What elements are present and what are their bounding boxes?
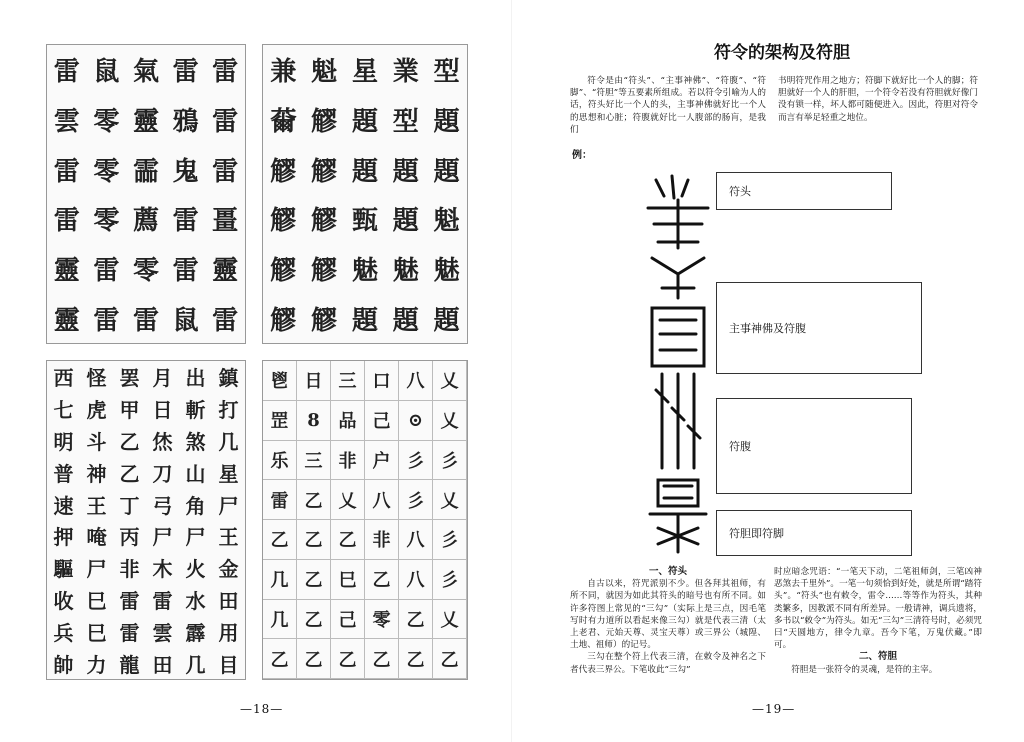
glyph: 巳	[331, 560, 365, 600]
glyph: 鼠	[93, 57, 120, 88]
glyph: 虎	[86, 398, 107, 423]
glyph: 乂	[433, 480, 467, 520]
glyph: 雷	[263, 480, 297, 520]
glyph: 罡	[263, 401, 297, 441]
glyph-plate-top-right	[262, 44, 468, 344]
glyph: 薦	[132, 206, 159, 237]
glyph: 乙	[297, 639, 331, 679]
glyph: 型	[433, 57, 460, 88]
glyph-grid	[47, 361, 245, 679]
paragraph: 三勾在整个符上代表三清，在敕令及神名之下者代表三界公。下笔收此“三勾”	[570, 652, 766, 675]
glyph: 斬	[185, 398, 206, 423]
paragraph: 自古以来，符咒派别不少。但各拜其祖师，有所不同，就因为如此其符头的暗号也有所不同。如许多符图上常见的“三勾”（实际上是三点，因毛笔写时有力道所以看起来像三勾）就是代表三清（太上老君、元始天尊、灵宝天尊）或三界公（城隍、土地、祖师）的记号。	[570, 579, 766, 651]
glyph: 非	[331, 441, 365, 481]
glyph: 罢	[119, 366, 140, 391]
glyph: 三	[331, 361, 365, 401]
glyph: 8	[297, 401, 331, 441]
glyph: 雷	[53, 206, 80, 237]
glyph: 䚧	[311, 255, 338, 286]
glyph: 乂	[433, 401, 467, 441]
glyph: 八	[399, 520, 433, 560]
glyph: 型	[392, 106, 419, 137]
glyph: 金	[218, 557, 239, 582]
glyph: 烋	[152, 429, 173, 454]
glyph: 王	[86, 493, 107, 518]
glyph: 䚧	[270, 255, 297, 286]
page-title: 符令的架构及符胆	[714, 43, 850, 63]
glyph: 乙	[297, 560, 331, 600]
glyph: 怪	[86, 366, 107, 391]
glyph: 雷	[212, 106, 239, 137]
glyph: 目	[218, 652, 239, 677]
glyph: 題	[433, 106, 460, 137]
glyph: 尸	[218, 493, 239, 518]
glyph: 月	[152, 366, 173, 391]
glyph: 王	[218, 525, 239, 550]
right-page	[512, 0, 1024, 742]
glyph: 唵	[86, 525, 107, 550]
glyph: 雲	[53, 106, 80, 137]
glyph: 乙	[433, 639, 467, 679]
glyph: 乙	[297, 520, 331, 560]
glyph: 雷	[119, 620, 140, 645]
glyph: 日	[152, 398, 173, 423]
glyph: 几	[263, 600, 297, 640]
glyph: 出	[185, 366, 206, 391]
glyph: 乙	[297, 600, 331, 640]
glyph: 木	[152, 557, 173, 582]
intro-text-left: 符令是由“符头”、“主事神佛”、“符腹”、“符脚”、“符胆”等五要素所组成。若以符令引喻为人的话，符头好比一个人的头，主事神佛就好比一个人的思想和心脏；符腹就好比一人腹部的肠肓，是我们	[570, 76, 766, 135]
section-heading-1: 一、符头	[648, 566, 687, 577]
glyph-plate-bottom-left	[46, 360, 246, 680]
glyph: 打	[218, 398, 239, 423]
paragraph-continued: 时应暗念咒语：“一笔天下动，二笔祖师剑，三笔凶神恶煞去千里外”。一笔一句须恰到好处，就是所谓“踏符头”。“符头”也有敕令，雷令……等等作为符头，其种类繁多，因教派不同有所差异。一般请神，调兵遗将，多书以“敕令”为符头。如无“三勾”三清符号时，必须咒曰“天圆地方，律令九章。吾今下笔，万鬼伏藏。”即可。	[774, 567, 982, 651]
glyph: 題	[351, 305, 378, 336]
glyph-grid	[263, 361, 467, 679]
glyph: 業	[392, 57, 419, 88]
glyph: 八	[399, 560, 433, 600]
glyph: 西	[53, 366, 74, 391]
glyph: 乂	[331, 480, 365, 520]
glyph: 鬯	[263, 361, 297, 401]
glyph: 雷	[152, 588, 173, 613]
glyph: 氣	[132, 57, 159, 88]
glyph-plate-top-left	[46, 44, 246, 344]
glyph: 尸	[86, 557, 107, 582]
glyph: 彡	[399, 441, 433, 481]
glyph: 刀	[152, 461, 173, 486]
glyph: 田	[152, 652, 173, 677]
glyph: 巳	[86, 620, 107, 645]
glyph: 雷	[172, 255, 199, 286]
glyph: 魁	[311, 57, 338, 88]
glyph: 雷	[53, 57, 80, 88]
glyph: 尸	[152, 525, 173, 550]
glyph: 䚧	[270, 305, 297, 336]
example-label: 例：	[572, 150, 592, 161]
glyph: 普	[53, 461, 74, 486]
glyph: 零	[365, 600, 399, 640]
glyph: 雷	[172, 57, 199, 88]
glyph: 斗	[86, 429, 107, 454]
glyph: 收	[53, 588, 74, 613]
label-talisman-belly: 符腹	[716, 398, 912, 494]
glyph: 乂	[433, 361, 467, 401]
glyph: 乙	[331, 639, 365, 679]
glyph: 乐	[263, 441, 297, 481]
glyph: 龍	[119, 652, 140, 677]
body-column-right	[774, 566, 982, 676]
glyph: 題	[433, 156, 460, 187]
glyph: 户	[365, 441, 399, 481]
glyph: 弓	[152, 493, 173, 518]
intro-text-right: 书明符咒作用之地方；符脚下就好比一个人的脚；符胆就好一个人的肝胆，一个符令若没有符胆就好像门没有锁一样，坏人都可随便进入。因此，符胆对符令而言有举足轻重之地位。	[778, 76, 978, 123]
glyph: 䕥	[270, 106, 297, 137]
glyph: 䚧	[311, 106, 338, 137]
glyph: 雷	[212, 57, 239, 88]
glyph: 畺	[212, 206, 239, 237]
glyph: 雷	[172, 206, 199, 237]
glyph: 角	[185, 493, 206, 518]
glyph: 魅	[433, 255, 460, 286]
glyph: 乙	[365, 639, 399, 679]
page-number-left: —18—	[240, 702, 284, 716]
glyph: 魁	[433, 206, 460, 237]
glyph: 三	[297, 441, 331, 481]
glyph: 丁	[119, 493, 140, 518]
glyph: 兵	[53, 620, 74, 645]
glyph: 口	[365, 361, 399, 401]
glyph: ⊙	[399, 401, 433, 441]
glyph: 題	[392, 206, 419, 237]
glyph: 尸	[185, 525, 206, 550]
glyph: 鬼	[172, 156, 199, 187]
glyph: 彡	[433, 560, 467, 600]
glyph: 零	[132, 255, 159, 286]
glyph: 鎮	[218, 366, 239, 391]
glyph: 䚧	[311, 305, 338, 336]
glyph: 雷	[119, 588, 140, 613]
glyph: 甲	[119, 398, 140, 423]
glyph: 靈	[212, 255, 239, 286]
glyph: 題	[392, 156, 419, 187]
glyph: 䚧	[270, 206, 297, 237]
glyph: 星	[218, 461, 239, 486]
glyph-plate-bottom-right	[262, 360, 468, 680]
glyph: 火	[185, 557, 206, 582]
glyph: 丙	[119, 525, 140, 550]
glyph: 題	[351, 106, 378, 137]
glyph: 零	[93, 156, 120, 187]
glyph: 乂	[433, 600, 467, 640]
talisman-drawing	[638, 168, 718, 558]
label-talisman-head: 符头	[716, 172, 892, 210]
glyph: 乙	[331, 520, 365, 560]
glyph: 帥	[53, 652, 74, 677]
glyph: 乙	[263, 520, 297, 560]
section-heading-2: 二、符胆	[858, 651, 897, 663]
glyph: 用	[218, 620, 239, 645]
glyph: 彡	[433, 520, 467, 560]
glyph: 神	[86, 461, 107, 486]
glyph: 日	[297, 361, 331, 401]
glyph: 几	[218, 429, 239, 454]
glyph-grid	[263, 45, 467, 343]
glyph: 乙	[119, 461, 140, 486]
glyph: 煞	[185, 429, 206, 454]
glyph: 乙	[263, 639, 297, 679]
glyph: 几	[185, 652, 206, 677]
label-talisman-feet: 符胆即符脚	[716, 510, 912, 556]
glyph: 彡	[399, 480, 433, 520]
glyph: 押	[53, 525, 74, 550]
glyph: 八	[399, 361, 433, 401]
glyph: 力	[86, 652, 107, 677]
glyph: 零	[93, 106, 120, 137]
glyph: 兼	[270, 57, 297, 88]
glyph: 靈	[53, 255, 80, 286]
glyph: 星	[351, 57, 378, 88]
glyph: 雷	[93, 255, 120, 286]
glyph: 鼠	[172, 305, 199, 336]
glyph: 田	[218, 588, 239, 613]
glyph: 甄	[351, 206, 378, 237]
glyph: 己	[331, 600, 365, 640]
glyph-grid	[47, 45, 245, 343]
glyph: 八	[365, 480, 399, 520]
glyph: 䚧	[311, 206, 338, 237]
glyph: 七	[53, 398, 74, 423]
glyph: 己	[365, 401, 399, 441]
glyph: 雷	[212, 305, 239, 336]
glyph: 題	[433, 305, 460, 336]
glyph: 零	[93, 206, 120, 237]
glyph: 水	[185, 588, 206, 613]
glyph: 霹	[185, 620, 206, 645]
glyph: 䚧	[311, 156, 338, 187]
glyph: 非	[119, 557, 140, 582]
glyph: 品	[331, 401, 365, 441]
glyph: 䚧	[270, 156, 297, 187]
glyph: 靈	[53, 305, 80, 336]
glyph: 巳	[86, 588, 107, 613]
glyph: 題	[392, 305, 419, 336]
glyph: 雲	[152, 620, 173, 645]
glyph: 山	[185, 461, 206, 486]
glyph: 靈	[132, 106, 159, 137]
glyph: 題	[351, 156, 378, 187]
glyph: 魅	[392, 255, 419, 286]
glyph: 明	[53, 429, 74, 454]
glyph: 几	[263, 560, 297, 600]
glyph: 彡	[433, 441, 467, 481]
body-column-left	[570, 566, 766, 676]
glyph: 乙	[399, 600, 433, 640]
glyph: 乙	[297, 480, 331, 520]
glyph: 雷	[93, 305, 120, 336]
glyph: 霝	[132, 156, 159, 187]
paragraph: 符胆是一张符令的灵魂，是符的主宰。	[791, 664, 938, 675]
glyph: 雷	[53, 156, 80, 187]
glyph: 魅	[351, 255, 378, 286]
glyph: 驅	[53, 557, 74, 582]
page-number-right: —19—	[752, 702, 796, 716]
label-main-deity: 主事神佛及符腹	[716, 282, 922, 374]
glyph: 雷	[212, 156, 239, 187]
glyph: 雷	[132, 305, 159, 336]
glyph: 鴉	[172, 106, 199, 137]
glyph: 乙	[399, 639, 433, 679]
glyph: 乙	[365, 560, 399, 600]
glyph: 非	[365, 520, 399, 560]
glyph: 速	[53, 493, 74, 518]
glyph: 乙	[119, 429, 140, 454]
